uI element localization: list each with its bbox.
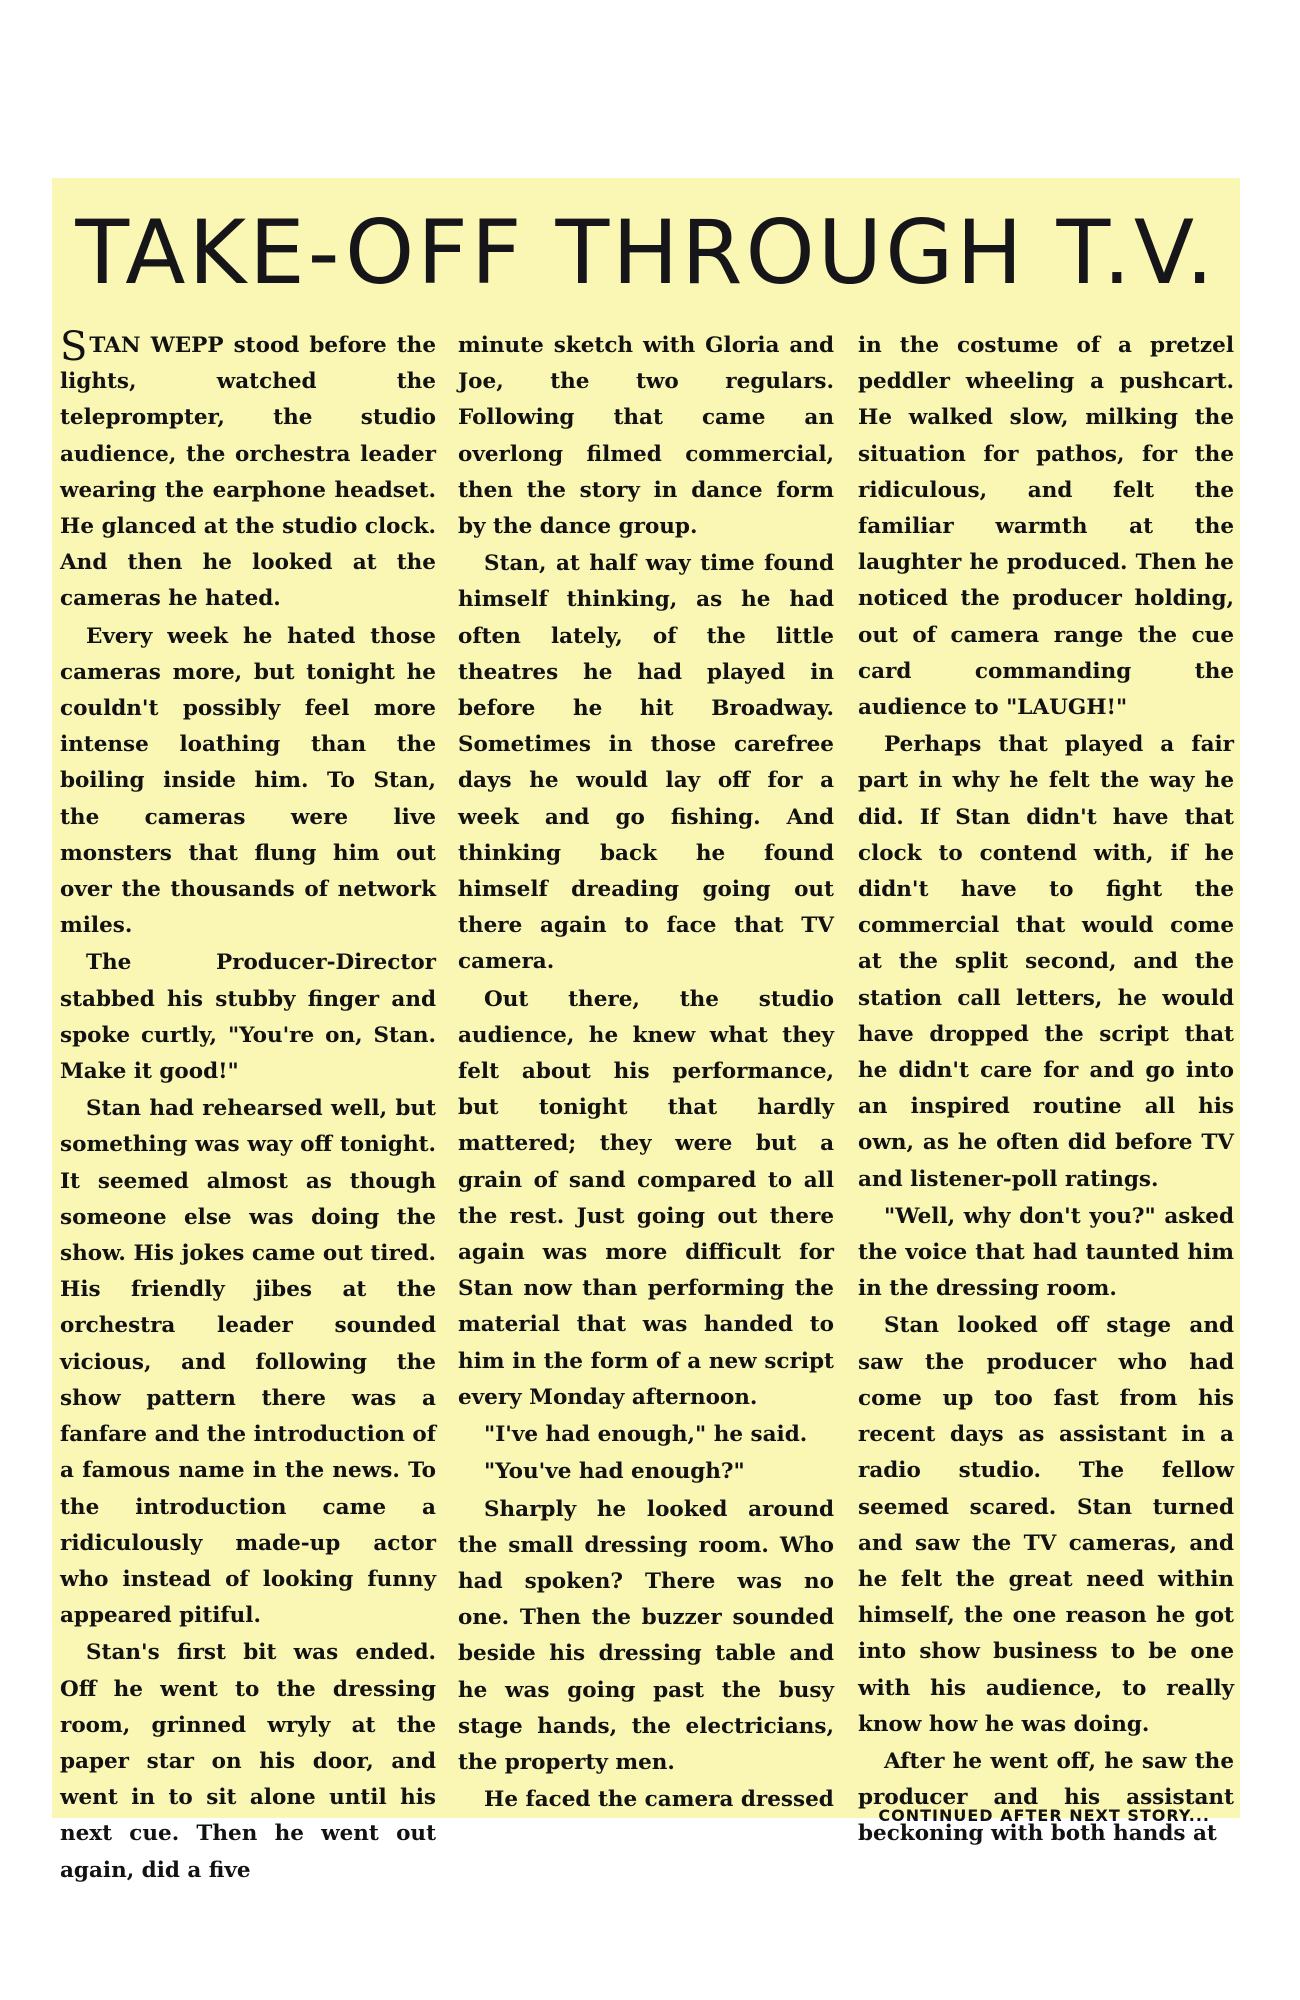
paragraph: Stan's first bit was ended. Off he went to the dressing room, grinned wryly at the paper star on his door, and went in to sit alone until his next cue. Then he went out again, did a five: [60, 1640, 436, 1883]
paragraph: "Well, why don't you?" asked the voice that had taunted him in the dressing room.: [858, 1203, 1234, 1302]
text-column-2: [458, 328, 834, 1819]
story-title: TAKE-OFF THROUGH T.V.: [75, 201, 1217, 304]
paragraph: Out there, the studio audience, he knew what they felt about his performance, but tonight that hardly mattered; they were but a grain of sand compared to all the rest. Just going out there again was more difficult for Stan now than performing the material that was handed to him in the form of a new script every Monday afternoon.: [458, 986, 834, 1410]
paragraph: Sharply he looked around the small dressing room. Who had spoken? There was no one. Then the buzzer sounded beside his dressing table and he was going past the busy stage hands, the electricians, the property men.: [458, 1496, 834, 1775]
paragraph: Stan, at half way time found himself thinking, as he had often lately, of the little theatres he had played in before he hit Broadway. Sometimes in those carefree days he would lay off for a week and go fishing. And thinking back he found himself dreading going out there again to face that TV camera.: [458, 551, 834, 975]
drop-cap: S: [60, 324, 88, 370]
paragraph-text: TAN WEPP stood before the lights, watched the teleprompter, the studio audience, the orchestra leader wearing the earphone headset. He glanced at the studio clock. And then he looked at the cameras he hated.: [60, 333, 436, 612]
paragraph: After he went off, he saw the producer and his assistant beckoning with both hands at: [858, 1748, 1234, 1847]
paragraph: The Producer-Director stabbed his stubby finger and spoke curtly, "You're on, Stan. Make it good!": [60, 950, 436, 1085]
paragraph: Stan looked off stage and saw the producer who had come up too fast from his recent days as assistant in a radio studio. The fellow seemed scared. Stan turned and saw the TV cameras, and he felt the great need within himself, the one reason he got into show business to be one with his audience, to really know how he was doing.: [858, 1313, 1234, 1737]
story-page: [52, 178, 1240, 1883]
paragraph: [60, 324, 436, 618]
paragraph: "I've had enough," he said.: [484, 1422, 808, 1448]
continued-note: CONTINUED AFTER NEXT STORY...: [878, 1806, 1210, 1825]
paragraph: minute sketch with Gloria and Joe, the two regulars. Following that came an overlong filmed commercial, then the story in dance form by the dance group.: [458, 333, 834, 540]
text-column-1: [60, 324, 436, 1890]
text-column-3: [858, 328, 1234, 1854]
paragraph: Perhaps that played a fair part in why he felt the way he did. If Stan didn't have that clock to contend with, if he didn't have to fight the commercial that would come at the split second, and the station call letters, he would have dropped the script that he didn't care for and go into an inspired routine all his own, as he often did before TV and listener-poll ratings.: [858, 732, 1234, 1192]
paragraph: Every week he hated those cameras more, but tonight he couldn't possibly feel more intense loathing than the boiling inside him. To Stan, the cameras were live monsters that flung him out over the thousands of network miles.: [60, 623, 436, 939]
paragraph: in the costume of a pretzel peddler wheeling a pushcart. He walked slow, milking the situation for pathos, for the ridiculous, and felt the familiar warmth at the laughter he produced. Then he noticed the producer holding, out of camera range the cue card commanding the audience to "LAUGH!": [858, 333, 1234, 721]
paragraph: "You've had enough?": [484, 1459, 745, 1485]
paragraph: He faced the camera dressed: [484, 1787, 834, 1813]
paragraph: Stan had rehearsed well, but something was way off tonight. It seemed almost as though someone else was doing the show. His jokes came out tired. His friendly jibes at the orchestra leader sounded vicious, and following the show pattern there was a fanfare and the introduction of a famous name in the news. To the introduction came a ridiculously made-up actor who instead of looking funny appeared pitiful.: [60, 1096, 436, 1629]
